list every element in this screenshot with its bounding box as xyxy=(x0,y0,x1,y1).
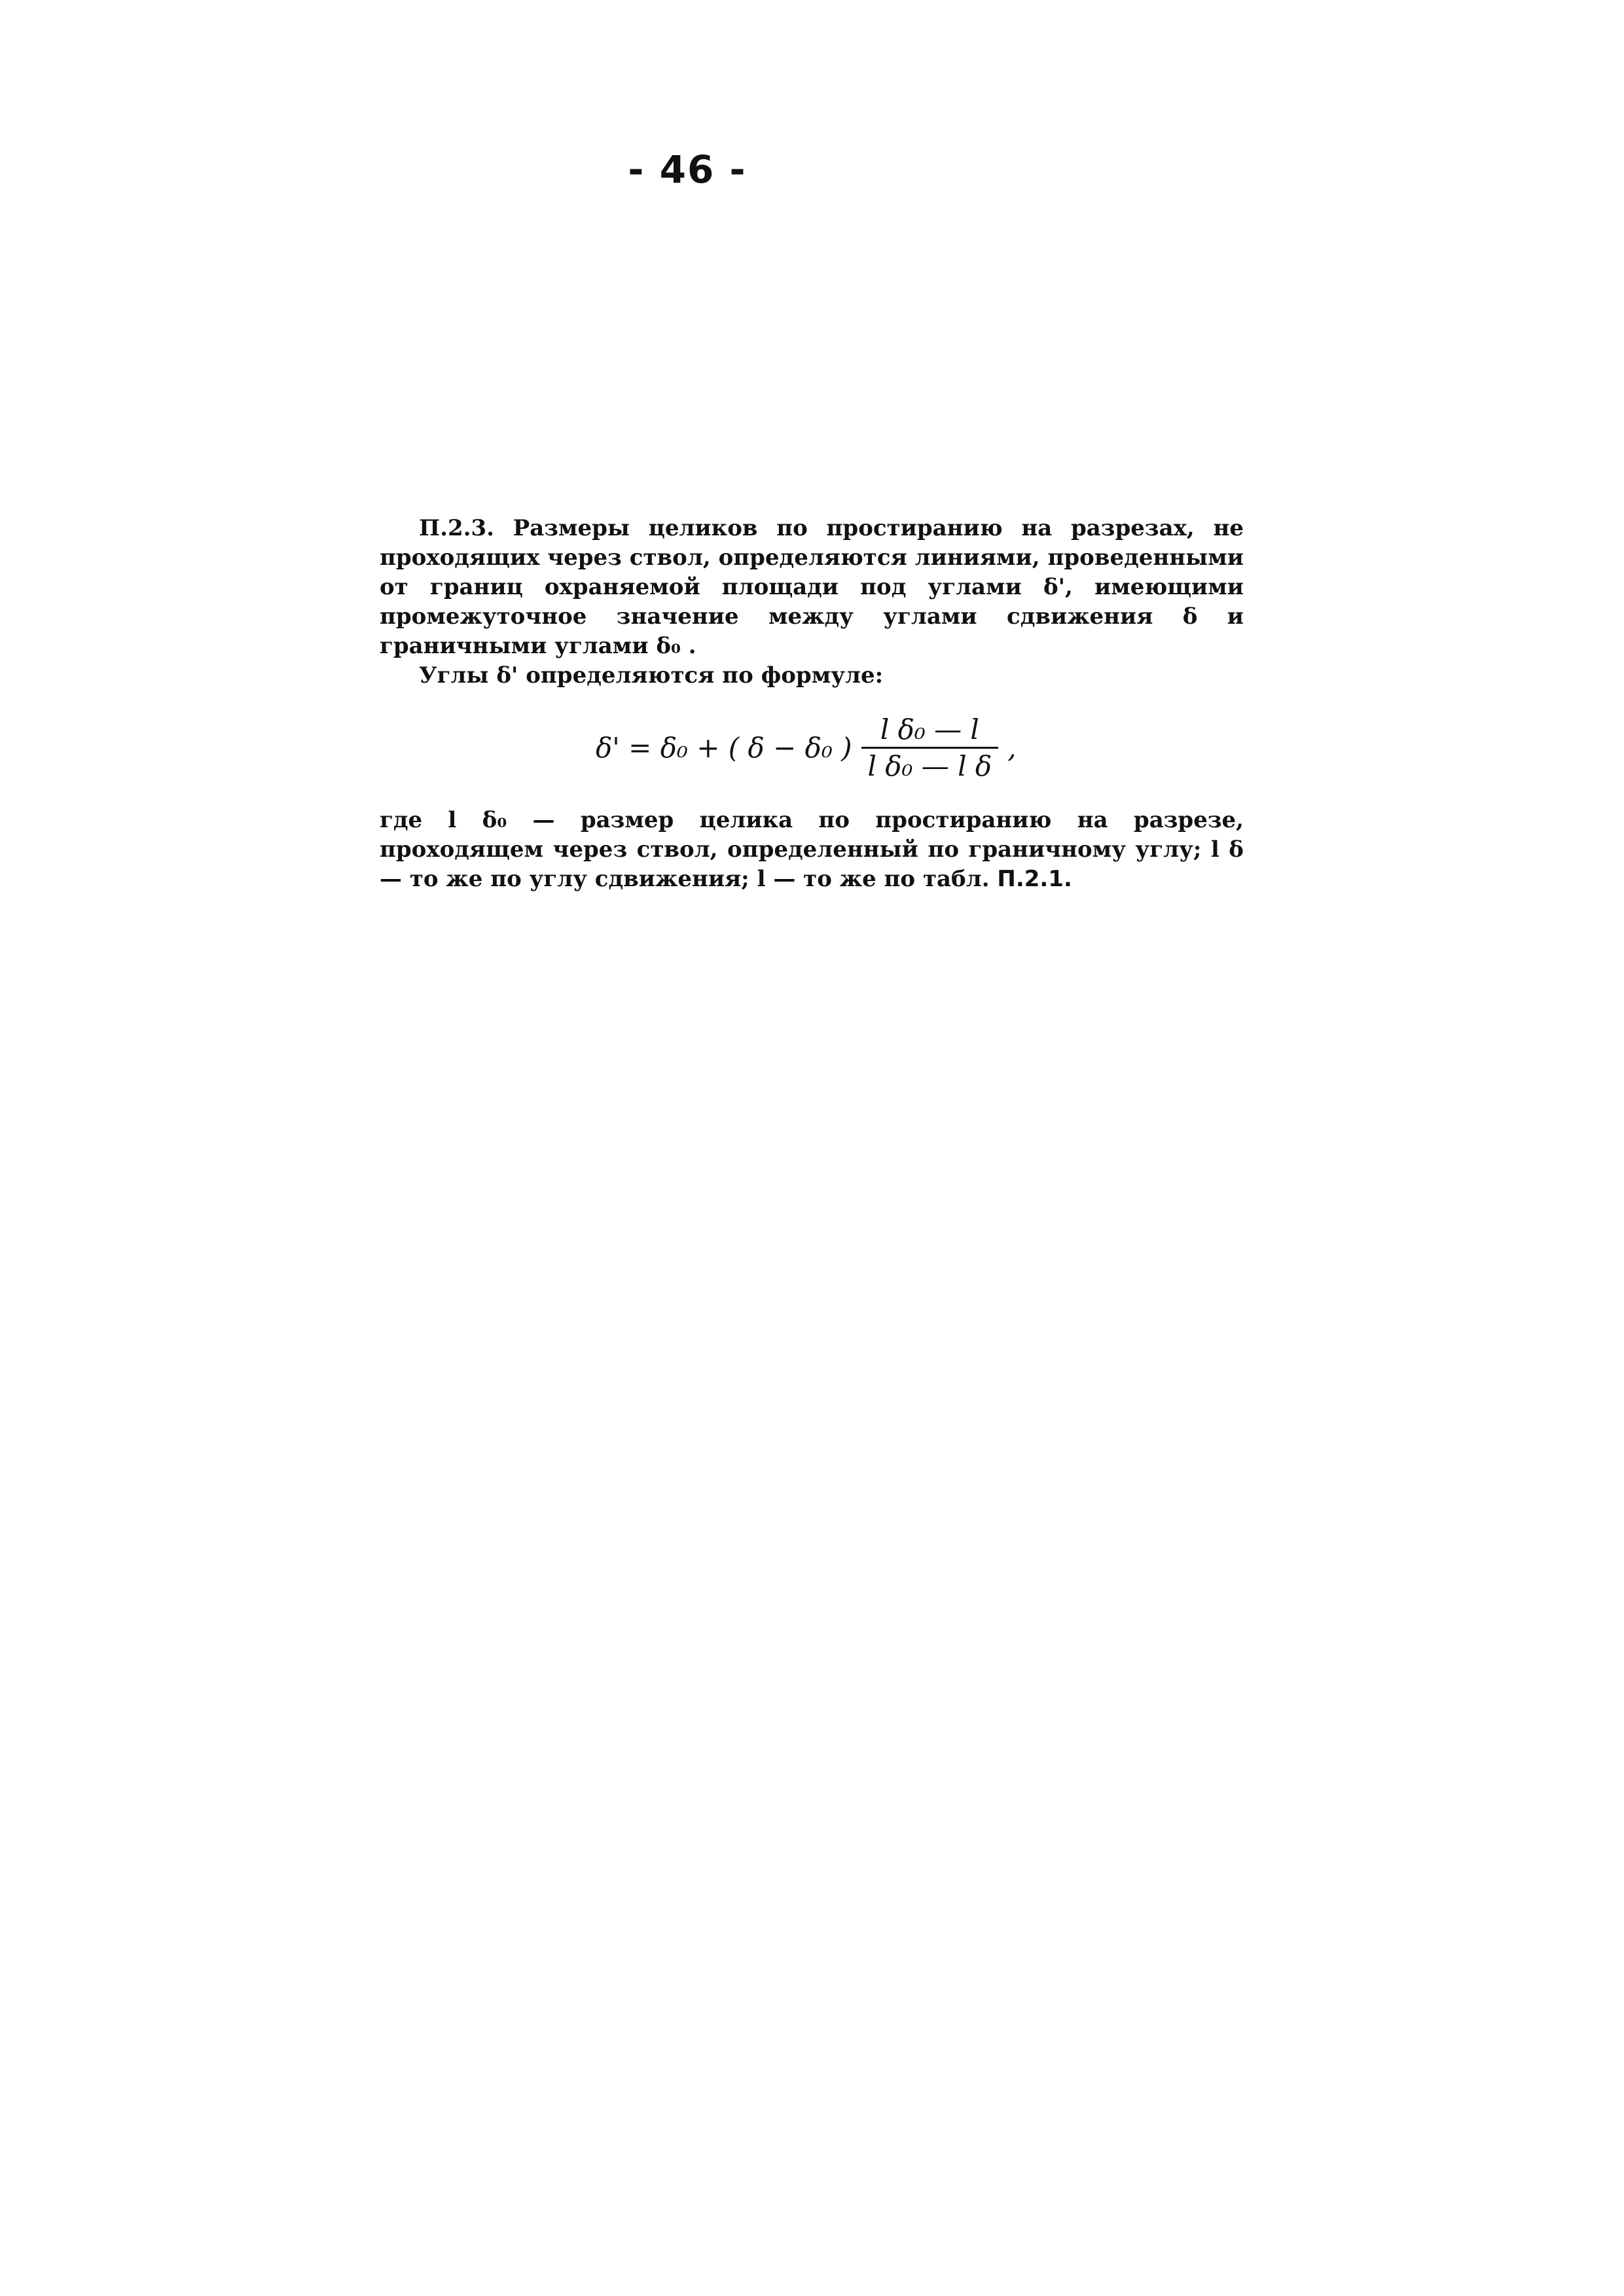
formula-denominator: l δ₀ — l δ xyxy=(867,749,992,782)
formula-comma: , xyxy=(1007,731,1017,764)
paragraph-angles: Углы δ' определяются по формуле: xyxy=(419,662,884,689)
page-number: - 46 - xyxy=(628,147,747,192)
formula-fraction xyxy=(861,715,999,781)
formula xyxy=(596,698,1017,797)
fraction-bar xyxy=(861,747,999,749)
where-text: где l δ₀ — размер целика по простиранию на разрезе, проходящем через ствол, определенный по граничному углу; l δ — то же по углу сдвижения; l — то же по табл. xyxy=(380,807,1244,892)
table-reference: П.2.1. xyxy=(997,866,1072,892)
formula-numerator: l δ₀ — l xyxy=(880,713,979,745)
formula-block xyxy=(380,698,1244,797)
section-p-2-3 xyxy=(380,514,1244,894)
formula-lhs: δ' = δ₀ + ( δ − δ₀ ) xyxy=(596,731,852,764)
paragraph-where xyxy=(380,806,1244,894)
paragraph-main: П.2.3. Размеры целиков по простиранию на разрезах, не проходящих через ствол, определяются линиями, проведенными от границ охраняемой площади под углами δ', имеющими промежуточное значение между углами сдвижения δ и граничными углами δ₀ . xyxy=(380,515,1244,659)
